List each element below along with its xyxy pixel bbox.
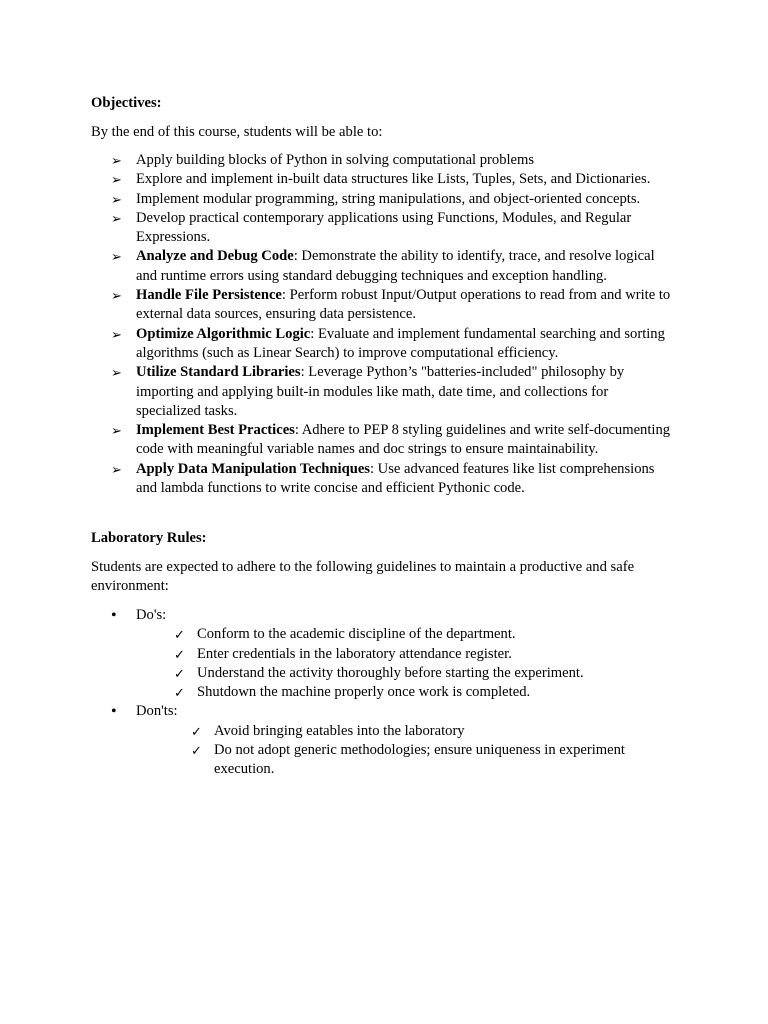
arrow-bullet-icon: ➢ <box>111 172 122 188</box>
list-item: ✓ Do not adopt generic methodologies; ensure uniqueness in experiment execution. <box>191 742 625 778</box>
list-item: ➢ Develop practical contemporary applications using Functions, Modules, and Regular Expressions. <box>111 209 632 246</box>
objectives-intro: By the end of this course, students will be able to: <box>91 124 383 140</box>
dos-label: Do's: <box>136 607 167 623</box>
list-item: ➢ Analyze and Debug Code: Demonstrate the ability to identify, trace, and resolve logical and runtime errors using standard debugging techniques and exception handling. <box>111 248 655 284</box>
lab-rules-intro: Students are expected to adhere to the following guidelines to maintain a productive and safe environment: <box>91 559 635 595</box>
objectives-list <box>0 151 676 498</box>
arrow-bullet-icon: ➢ <box>111 461 122 477</box>
check-icon: ✓ <box>174 646 185 662</box>
objectives-heading: Objectives: <box>91 95 162 111</box>
arrow-bullet-icon: ➢ <box>111 326 122 342</box>
arrow-bullet-icon: ➢ <box>111 153 122 168</box>
arrow-bullet-icon: ➢ <box>111 210 122 226</box>
dos-list <box>136 625 644 702</box>
list-item-dos <box>0 606 644 702</box>
list-item: ✓ Enter credentials in the laboratory attendance register. <box>136 645 617 664</box>
lab-rules-heading: Laboratory Rules: <box>91 530 207 546</box>
arrow-bullet-icon: ➢ <box>111 423 122 439</box>
arrow-bullet-icon: ➢ <box>111 365 122 381</box>
list-item: ➢ Implement Best Practices: Adhere to PEP 8 styling guidelines and write self-documenting code with meaningful variable names and doc strings to ensure maintainability. <box>111 422 671 458</box>
list-item: ➢ Apply building blocks of Python in solving computational problems <box>0 151 676 170</box>
dot-bullet-icon: • <box>111 607 117 624</box>
arrow-bullet-icon: ➢ <box>111 191 122 207</box>
list-item: ➢ Explore and implement in-built data structures like Lists, Tuples, Sets, and Dictionaries. <box>0 170 676 189</box>
list-item: ➢ Utilize Standard Libraries: Leverage Python’s "batteries-included" philosophy by importing and applying built-in modules like math, date time, and collections for specialized tasks. <box>111 364 625 419</box>
lab-rules-list <box>0 606 644 780</box>
dot-bullet-icon: • <box>111 703 117 721</box>
list-item: ✓ Conform to the academic discipline of the department. <box>136 625 617 644</box>
list-item: ✓ Shutdown the machine properly once work is completed. <box>136 683 617 702</box>
arrow-bullet-icon: ➢ <box>111 288 122 304</box>
list-item: ➢ Implement modular programming, string manipulations, and object-oriented concepts. <box>0 190 676 209</box>
check-icon: ✓ <box>191 723 202 739</box>
list-item: ➢ Apply Data Manipulation Techniques: Use advanced features like list comprehensions and lambda functions to write concise and efficient Pythonic code. <box>111 460 655 497</box>
check-icon: ✓ <box>174 627 185 643</box>
donts-label: Don'ts: <box>136 703 178 720</box>
check-icon: ✓ <box>191 743 202 759</box>
list-item-donts <box>0 702 644 779</box>
list-item: ➢ Optimize Algorithmic Logic: Evaluate and implement fundamental searching and sorting algorithms (such as Linear Search) to improve computational efficiency. <box>111 325 665 361</box>
donts-list <box>136 722 644 780</box>
check-icon: ✓ <box>174 685 185 701</box>
list-item: ✓ Understand the activity thoroughly before starting the experiment. <box>136 664 617 683</box>
list-item: ✓ Avoid bringing eatables into the laboratory <box>136 722 644 741</box>
check-icon: ✓ <box>174 665 185 681</box>
arrow-bullet-icon: ➢ <box>111 249 122 265</box>
list-item: ➢ Handle File Persistence: Perform robust Input/Output operations to read from and write to external data sources, ensuring data persistence. <box>111 287 671 323</box>
